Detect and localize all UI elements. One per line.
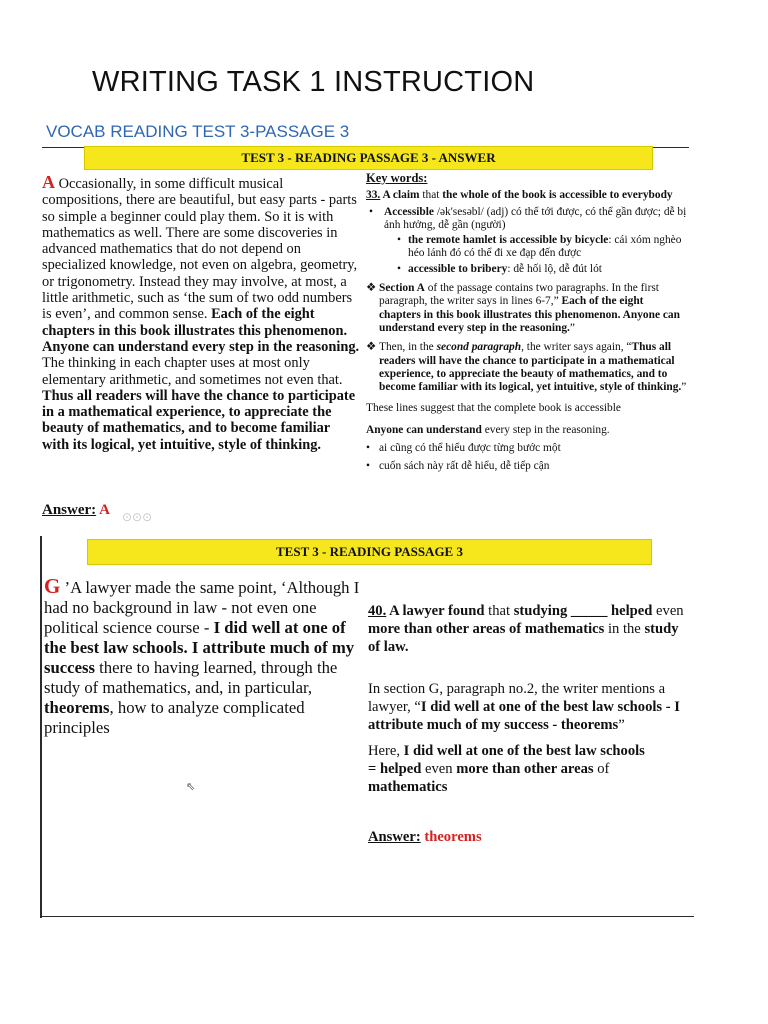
- passage-bold: Each of the eight chapters in this book illustrates this phenomenon. Anyone can understand every step in the reasoning.: [42, 306, 360, 355]
- passage-text: Occasionally, in some difficult musical compositions, there are beautiful, but easy parts - parts so simple a beginner could play them. So it is with mathematics as well. There are some discoveries in advanced mathematics that do not depend on specialized knowledge, not even on algebra, geometry, or trigonometry. Instead they may involve, at most, a little arithmetic, such as ‘the sum of two odd numbers is even’, and common sense.: [42, 176, 358, 323]
- section1-answer: [42, 502, 110, 519]
- answer-value: theorems: [420, 829, 482, 845]
- note-text: , the writer says again, “: [521, 341, 632, 354]
- question-number: 40.: [368, 603, 387, 619]
- explanation-text: of: [593, 761, 610, 777]
- mouse-cursor-icon: ⇖: [186, 780, 196, 793]
- example-bold: accessible to bribery: [408, 262, 508, 275]
- question-text: studying _____ helped: [513, 603, 653, 619]
- section1-explanation: [366, 172, 688, 474]
- question-text: to everybody: [606, 189, 673, 202]
- question-text: more than other areas of mathematics: [368, 621, 605, 637]
- question-text: the whole of the book is accessible: [442, 189, 607, 202]
- list-item: • ai cũng có thể hiểu được từng bước một: [366, 442, 688, 455]
- vocab-word: Accessible: [384, 205, 434, 218]
- list-item: [408, 234, 688, 261]
- answer-label: Answer:: [368, 829, 421, 845]
- passage-text: , how to analyze complicated principles: [44, 698, 305, 737]
- anyone-bold: Anyone can understand: [366, 423, 482, 436]
- explanation-paragraph: [368, 680, 694, 734]
- question-text: that: [484, 603, 514, 619]
- question-text: even: [652, 603, 684, 619]
- section-a-note: [366, 282, 688, 335]
- section2-answer: [368, 828, 694, 846]
- anyone-text: every step in the reasoning.: [481, 423, 610, 436]
- section1-passage: [42, 174, 360, 453]
- explanation-bold: mathematics: [368, 779, 448, 795]
- explanation-text: even: [421, 761, 457, 777]
- explanation-text: ”: [618, 717, 625, 733]
- question-number: 33.: [366, 189, 381, 202]
- page-title: WRITING TASK 1 INSTRUCTION: [92, 66, 535, 98]
- vocab-definition: /ək'sesəbl/ (adj) có thể tới được, có thể gần được; dễ bị ảnh hưởng, dễ gần (người): [384, 205, 687, 231]
- section2-passage: [44, 576, 362, 738]
- note-quote: Thus all readers will have the chance to participate in a mathematical experience, to appreciate the beauty of mathematics, and to become familiar with its logical, yet intuitive, style of thinking.: [379, 341, 682, 394]
- passage-bold: theorems: [44, 698, 110, 717]
- note-text: ”: [569, 321, 575, 334]
- explanation-text: Here,: [368, 743, 404, 759]
- answer-label: Answer:: [42, 502, 97, 518]
- answer-value: A: [96, 502, 110, 518]
- note-italic: second paragraph: [436, 341, 522, 354]
- passage-bold: Thus all readers will have the chance to participate in a mathematical experience, to appreciate the beauty of mathematics, and to become familiar with its logical, yet intuitive, style of thinking.: [42, 387, 356, 453]
- explanation-bold: = helped: [368, 761, 422, 777]
- section2-left-border: [40, 536, 42, 918]
- passage-text: ’A lawyer made the same point, ‘Although I had no background in law - not even one political science course -: [44, 578, 360, 637]
- example-text: : dễ hối lộ, dễ đút lót: [507, 262, 602, 275]
- list-item: [380, 206, 688, 276]
- note-text: of the passage contains two paragraphs. In the first paragraph, the writer says in lines 6-7,”: [379, 282, 659, 308]
- explanation-text: In section G, paragraph no.2, the writer mentions a lawyer, “: [368, 681, 666, 715]
- note-text: Then, in the: [379, 341, 437, 354]
- question-text: A claim: [380, 189, 420, 202]
- question-text: in the: [604, 621, 645, 637]
- paraphrase-paragraph: [368, 742, 694, 796]
- explanation-bold: more than other areas: [456, 761, 594, 777]
- page-subtitle: VOCAB READING TEST 3-PASSAGE 3: [46, 122, 350, 141]
- star-icon: ❖: [366, 341, 377, 354]
- second-paragraph-note: [366, 341, 688, 394]
- question-text: study of law.: [368, 621, 679, 655]
- paragraph-letter-a: A: [42, 172, 55, 192]
- explanation-quote: I did well at one of the best law schools - I attribute much of my success - theorems: [368, 699, 680, 733]
- faint-watermark: ⊙⊙⊙: [122, 510, 153, 524]
- note-text: ”: [681, 381, 687, 394]
- question-text: that: [419, 189, 443, 202]
- note-quote: Each of the eight chapters in this book illustrates this phenomenon. Anyone can understand every step in the reasoning.: [379, 295, 680, 334]
- list-item: [408, 263, 688, 276]
- list-item: • cuốn sách này rất dễ hiểu, dễ tiếp cận: [366, 460, 688, 473]
- section1-banner: TEST 3 - READING PASSAGE 3 - ANSWER: [84, 146, 653, 170]
- note-bold: Section A: [379, 282, 425, 295]
- paragraph-letter-g: G: [44, 574, 61, 598]
- section2-explanation: [368, 602, 694, 846]
- passage-text: The thinking in each chapter uses at most only elementary arithmetic, and sometimes not even that.: [42, 355, 343, 388]
- explanation-bold: I did well at one of the best law schools: [403, 743, 645, 759]
- question-text: A lawyer found: [386, 603, 485, 619]
- question-40: [368, 602, 694, 656]
- example-bold: the remote hamlet is accessible by bicycle: [408, 234, 609, 247]
- vocab-list: [366, 206, 688, 276]
- keywords-heading: Key words:: [366, 171, 428, 185]
- example-text: : cái xóm nghèo héo lánh đó có thể đi xe đạp đến được: [408, 234, 682, 260]
- section2-bottom-border: [40, 916, 694, 917]
- section2-banner: TEST 3 - READING PASSAGE 3: [87, 539, 652, 565]
- anyone-line: [366, 424, 688, 437]
- passage-bold: I did well at one of the best law schools. I attribute much of my success: [44, 618, 355, 677]
- summary-line: These lines suggest that the complete book is accessible: [366, 402, 621, 415]
- star-icon: ❖: [366, 282, 377, 295]
- passage-text: there to having learned, through the study of mathematics, and, in particular,: [44, 658, 338, 697]
